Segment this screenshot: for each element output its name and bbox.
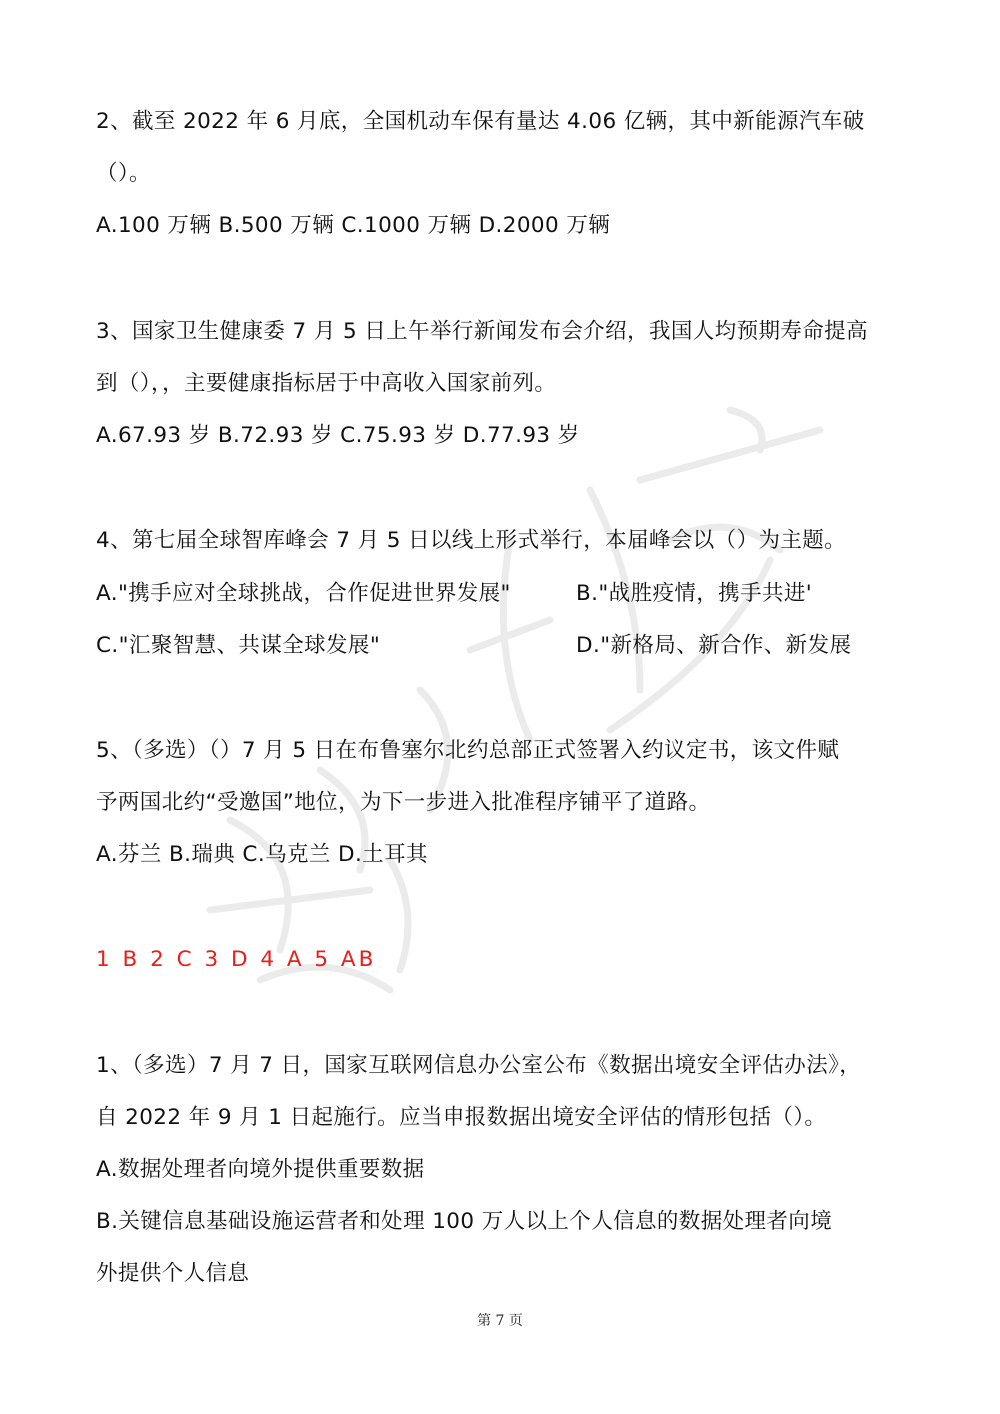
- question-5-text-line-2: 予两国北约“受邀国”地位，为下一步进入批准程序铺平了道路。: [96, 790, 711, 815]
- question-1-text-line-1: 1、（多选）7 月 7 日，国家互联网信息办公室公布《数据出境安全评估办法》，: [96, 1053, 862, 1078]
- question-1-option-a: A.数据处理者向境外提供重要数据: [96, 1157, 425, 1182]
- question-3-text-line-1: 3、国家卫生健康委 7 月 5 日上午举行新闻发布会介绍，我国人均预期寿命提高: [96, 319, 868, 344]
- question-2-text-line-2: （）。: [96, 161, 151, 186]
- watermark-graphic: [170, 390, 850, 1010]
- question-1-option-b-line-1: B.关键信息基础设施运营者和处理 100 万人以上个人信息的数据处理者向境: [96, 1209, 833, 1234]
- question-4-text-line-1: 4、第七届全球智库峰会 7 月 5 日以线上形式举行，本届峰会以（）为主题。: [96, 528, 847, 553]
- question-4-option-b: B."战胜疫情，携手共进': [576, 581, 813, 606]
- question-1-text-line-2: 自 2022 年 9 月 1 日起施行。应当申报数据出境安全评估的情形包括（）。: [96, 1105, 827, 1130]
- question-3-text-line-2: 到（），，主要健康指标居于中高收入国家前列。: [96, 371, 557, 396]
- question-2-options: A.100 万辆 B.500 万辆 C.1000 万辆 D.2000 万辆: [96, 213, 611, 238]
- question-4-option-d: D."新格局、新合作、新发展: [576, 633, 852, 658]
- question-1-option-b-line-2: 外提供个人信息: [96, 1261, 250, 1286]
- question-5-options: A.芬兰 B.瑞典 C.乌克兰 D.土耳其: [96, 842, 428, 867]
- question-4-option-a: A."携手应对全球挑战，合作促进世界发展": [96, 581, 511, 606]
- answer-key: 1 B 2 C 3 D 4 A 5 AB: [96, 947, 377, 972]
- question-3-options: A.67.93 岁 B.72.93 岁 C.75.93 岁 D.77.93 岁: [96, 423, 580, 448]
- question-2-text-line-1: 2、截至 2022 年 6 月底，全国机动车保有量达 4.06 亿辆，其中新能源汽车破: [96, 109, 865, 134]
- page-number: 第 7 页: [477, 1313, 523, 1329]
- question-4-option-c: C."汇聚智慧、共谋全球发展": [96, 633, 381, 658]
- question-5-text-line-1: 5、（多选）（）7 月 5 日在布鲁塞尔北约总部正式签署入约议定书，该文件赋: [96, 738, 840, 763]
